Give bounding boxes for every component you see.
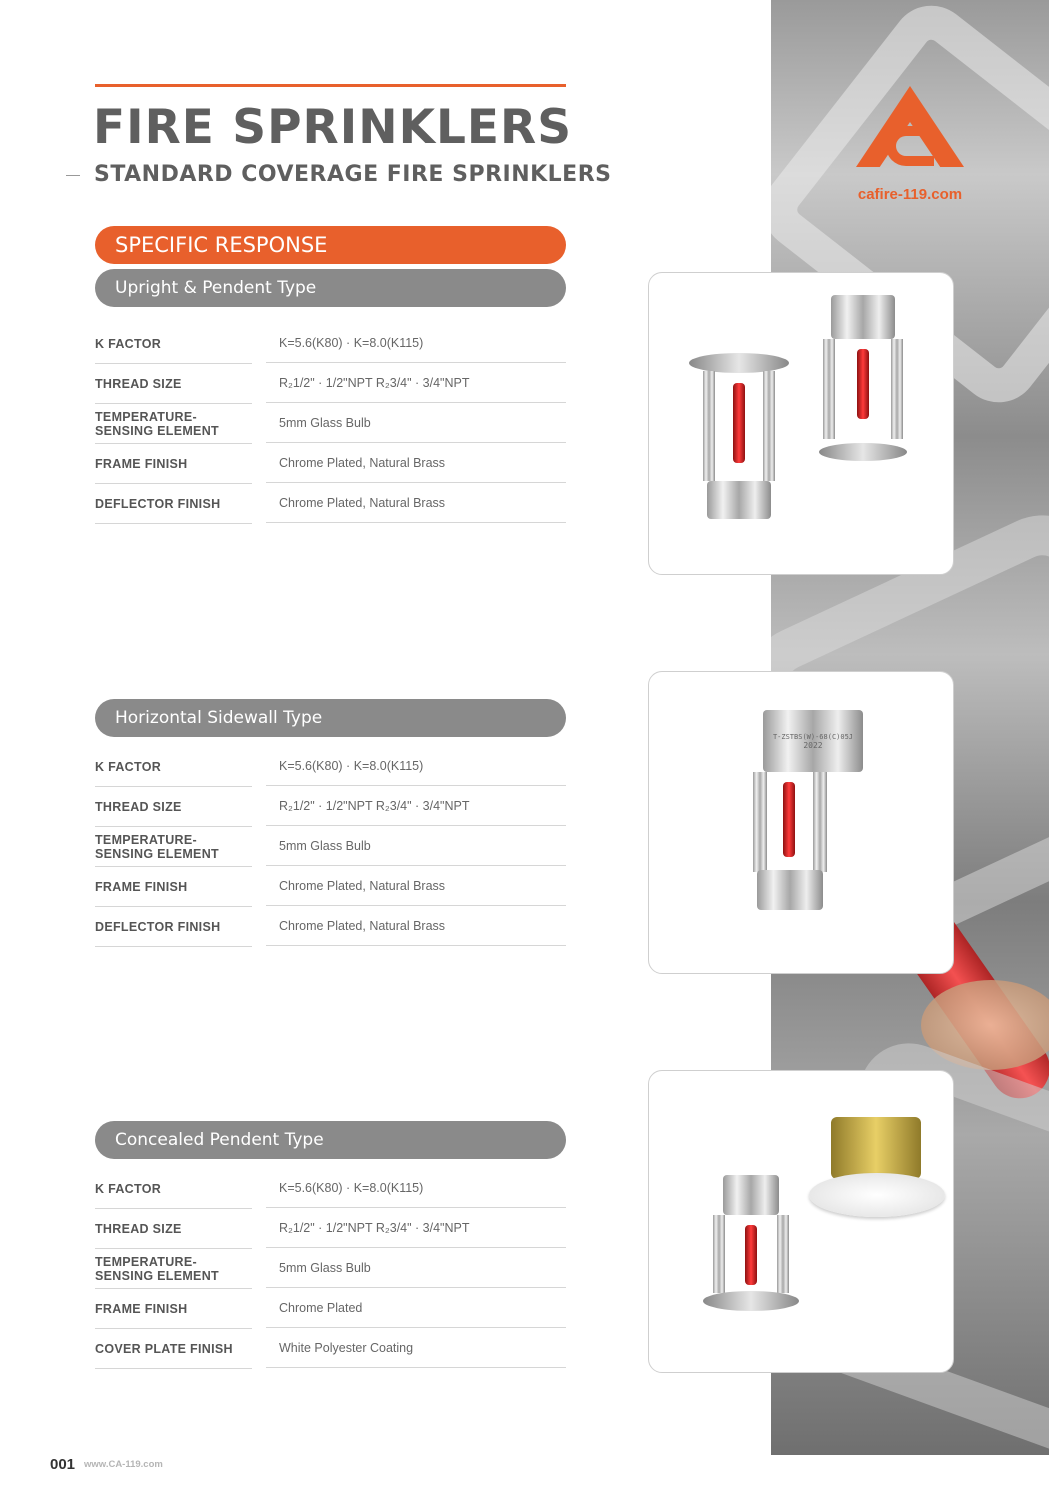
category-badge: SPECIFIC RESPONSE bbox=[95, 226, 566, 264]
spec-value: 5mm Glass Bulb bbox=[266, 827, 566, 866]
spec-label: K FACTOR bbox=[95, 324, 252, 364]
spec-table-upright-pendent bbox=[95, 324, 566, 524]
spec-label: K FACTOR bbox=[95, 747, 252, 787]
spec-label: THREAD SIZE bbox=[95, 787, 252, 827]
spec-row bbox=[95, 867, 566, 907]
spec-label: TEMPERATURE-SENSING ELEMENT bbox=[95, 404, 252, 444]
spec-row bbox=[95, 1329, 566, 1369]
spec-value: R₂1/2" · 1/2"NPT R₂3/4" · 3/4"NPT bbox=[266, 364, 566, 403]
product-image-horizontal-sidewall bbox=[648, 671, 954, 974]
spec-label: K FACTOR bbox=[95, 1169, 252, 1209]
spec-row bbox=[95, 1209, 566, 1249]
page-title: FIRE SPRINKLERS bbox=[93, 100, 573, 155]
section-title-upright-pendent: Upright & Pendent Type bbox=[95, 269, 566, 307]
product-image-upright-pendent bbox=[648, 272, 954, 575]
spec-row bbox=[95, 1169, 566, 1209]
spec-value: Chrome Plated, Natural Brass bbox=[266, 484, 566, 523]
spec-value: K=5.6(K80) · K=8.0(K115) bbox=[266, 747, 566, 786]
spec-label: TEMPERATURE-SENSING ELEMENT bbox=[95, 1249, 252, 1289]
spec-value: K=5.6(K80) · K=8.0(K115) bbox=[266, 1169, 566, 1208]
spec-value: R₂1/2" · 1/2"NPT R₂3/4" · 3/4"NPT bbox=[266, 1209, 566, 1248]
deflector-plate-code: T-ZSTBS(W)-68(C)05J bbox=[772, 732, 854, 741]
page-subtitle: STANDARD COVERAGE FIRE SPRINKLERS bbox=[94, 162, 612, 187]
section-title-horizontal-sidewall: Horizontal Sidewall Type bbox=[95, 699, 566, 737]
spec-value: Chrome Plated bbox=[266, 1289, 566, 1328]
spec-row bbox=[95, 1289, 566, 1329]
spec-row bbox=[95, 747, 566, 787]
spec-label: TEMPERATURE-SENSING ELEMENT bbox=[95, 827, 252, 867]
logo-url: cafire-119.com bbox=[857, 186, 963, 203]
spec-value: 5mm Glass Bulb bbox=[266, 404, 566, 443]
spec-label: DEFLECTOR FINISH bbox=[95, 907, 252, 947]
deflector-plate-year: 2022 bbox=[803, 740, 823, 750]
spec-value: Chrome Plated, Natural Brass bbox=[266, 867, 566, 906]
company-logo bbox=[848, 86, 972, 206]
header-rule bbox=[95, 84, 566, 87]
page-number: 001 bbox=[50, 1456, 76, 1473]
spec-label: COVER PLATE FINISH bbox=[95, 1329, 252, 1369]
spec-label: THREAD SIZE bbox=[95, 364, 252, 404]
spec-value: Chrome Plated, Natural Brass bbox=[266, 907, 566, 946]
footer-url: www.CA-119.com bbox=[84, 1459, 163, 1470]
spec-row bbox=[95, 324, 566, 364]
spec-table-horizontal-sidewall bbox=[95, 747, 566, 947]
logo-g-icon bbox=[886, 126, 934, 166]
spec-table-concealed-pendent bbox=[95, 1169, 566, 1369]
spec-label: FRAME FINISH bbox=[95, 1289, 252, 1329]
spec-label: FRAME FINISH bbox=[95, 444, 252, 484]
spec-row bbox=[95, 1249, 566, 1289]
spec-row bbox=[95, 907, 566, 947]
spec-row bbox=[95, 404, 566, 444]
spec-value: Chrome Plated, Natural Brass bbox=[266, 444, 566, 483]
spec-value: 5mm Glass Bulb bbox=[266, 1249, 566, 1288]
spec-value: R₂1/2" · 1/2"NPT R₂3/4" · 3/4"NPT bbox=[266, 787, 566, 826]
spec-row bbox=[95, 827, 566, 867]
spec-row bbox=[95, 484, 566, 524]
spec-value: K=5.6(K80) · K=8.0(K115) bbox=[266, 324, 566, 363]
product-image-concealed-pendent bbox=[648, 1070, 954, 1373]
spec-label: FRAME FINISH bbox=[95, 867, 252, 907]
spec-row bbox=[95, 444, 566, 484]
spec-label: THREAD SIZE bbox=[95, 1209, 252, 1249]
spec-row bbox=[95, 364, 566, 404]
spec-row bbox=[95, 787, 566, 827]
subtitle-dash bbox=[66, 175, 80, 176]
spec-label: DEFLECTOR FINISH bbox=[95, 484, 252, 524]
spec-value: White Polyester Coating bbox=[266, 1329, 566, 1368]
section-title-concealed-pendent: Concealed Pendent Type bbox=[95, 1121, 566, 1159]
